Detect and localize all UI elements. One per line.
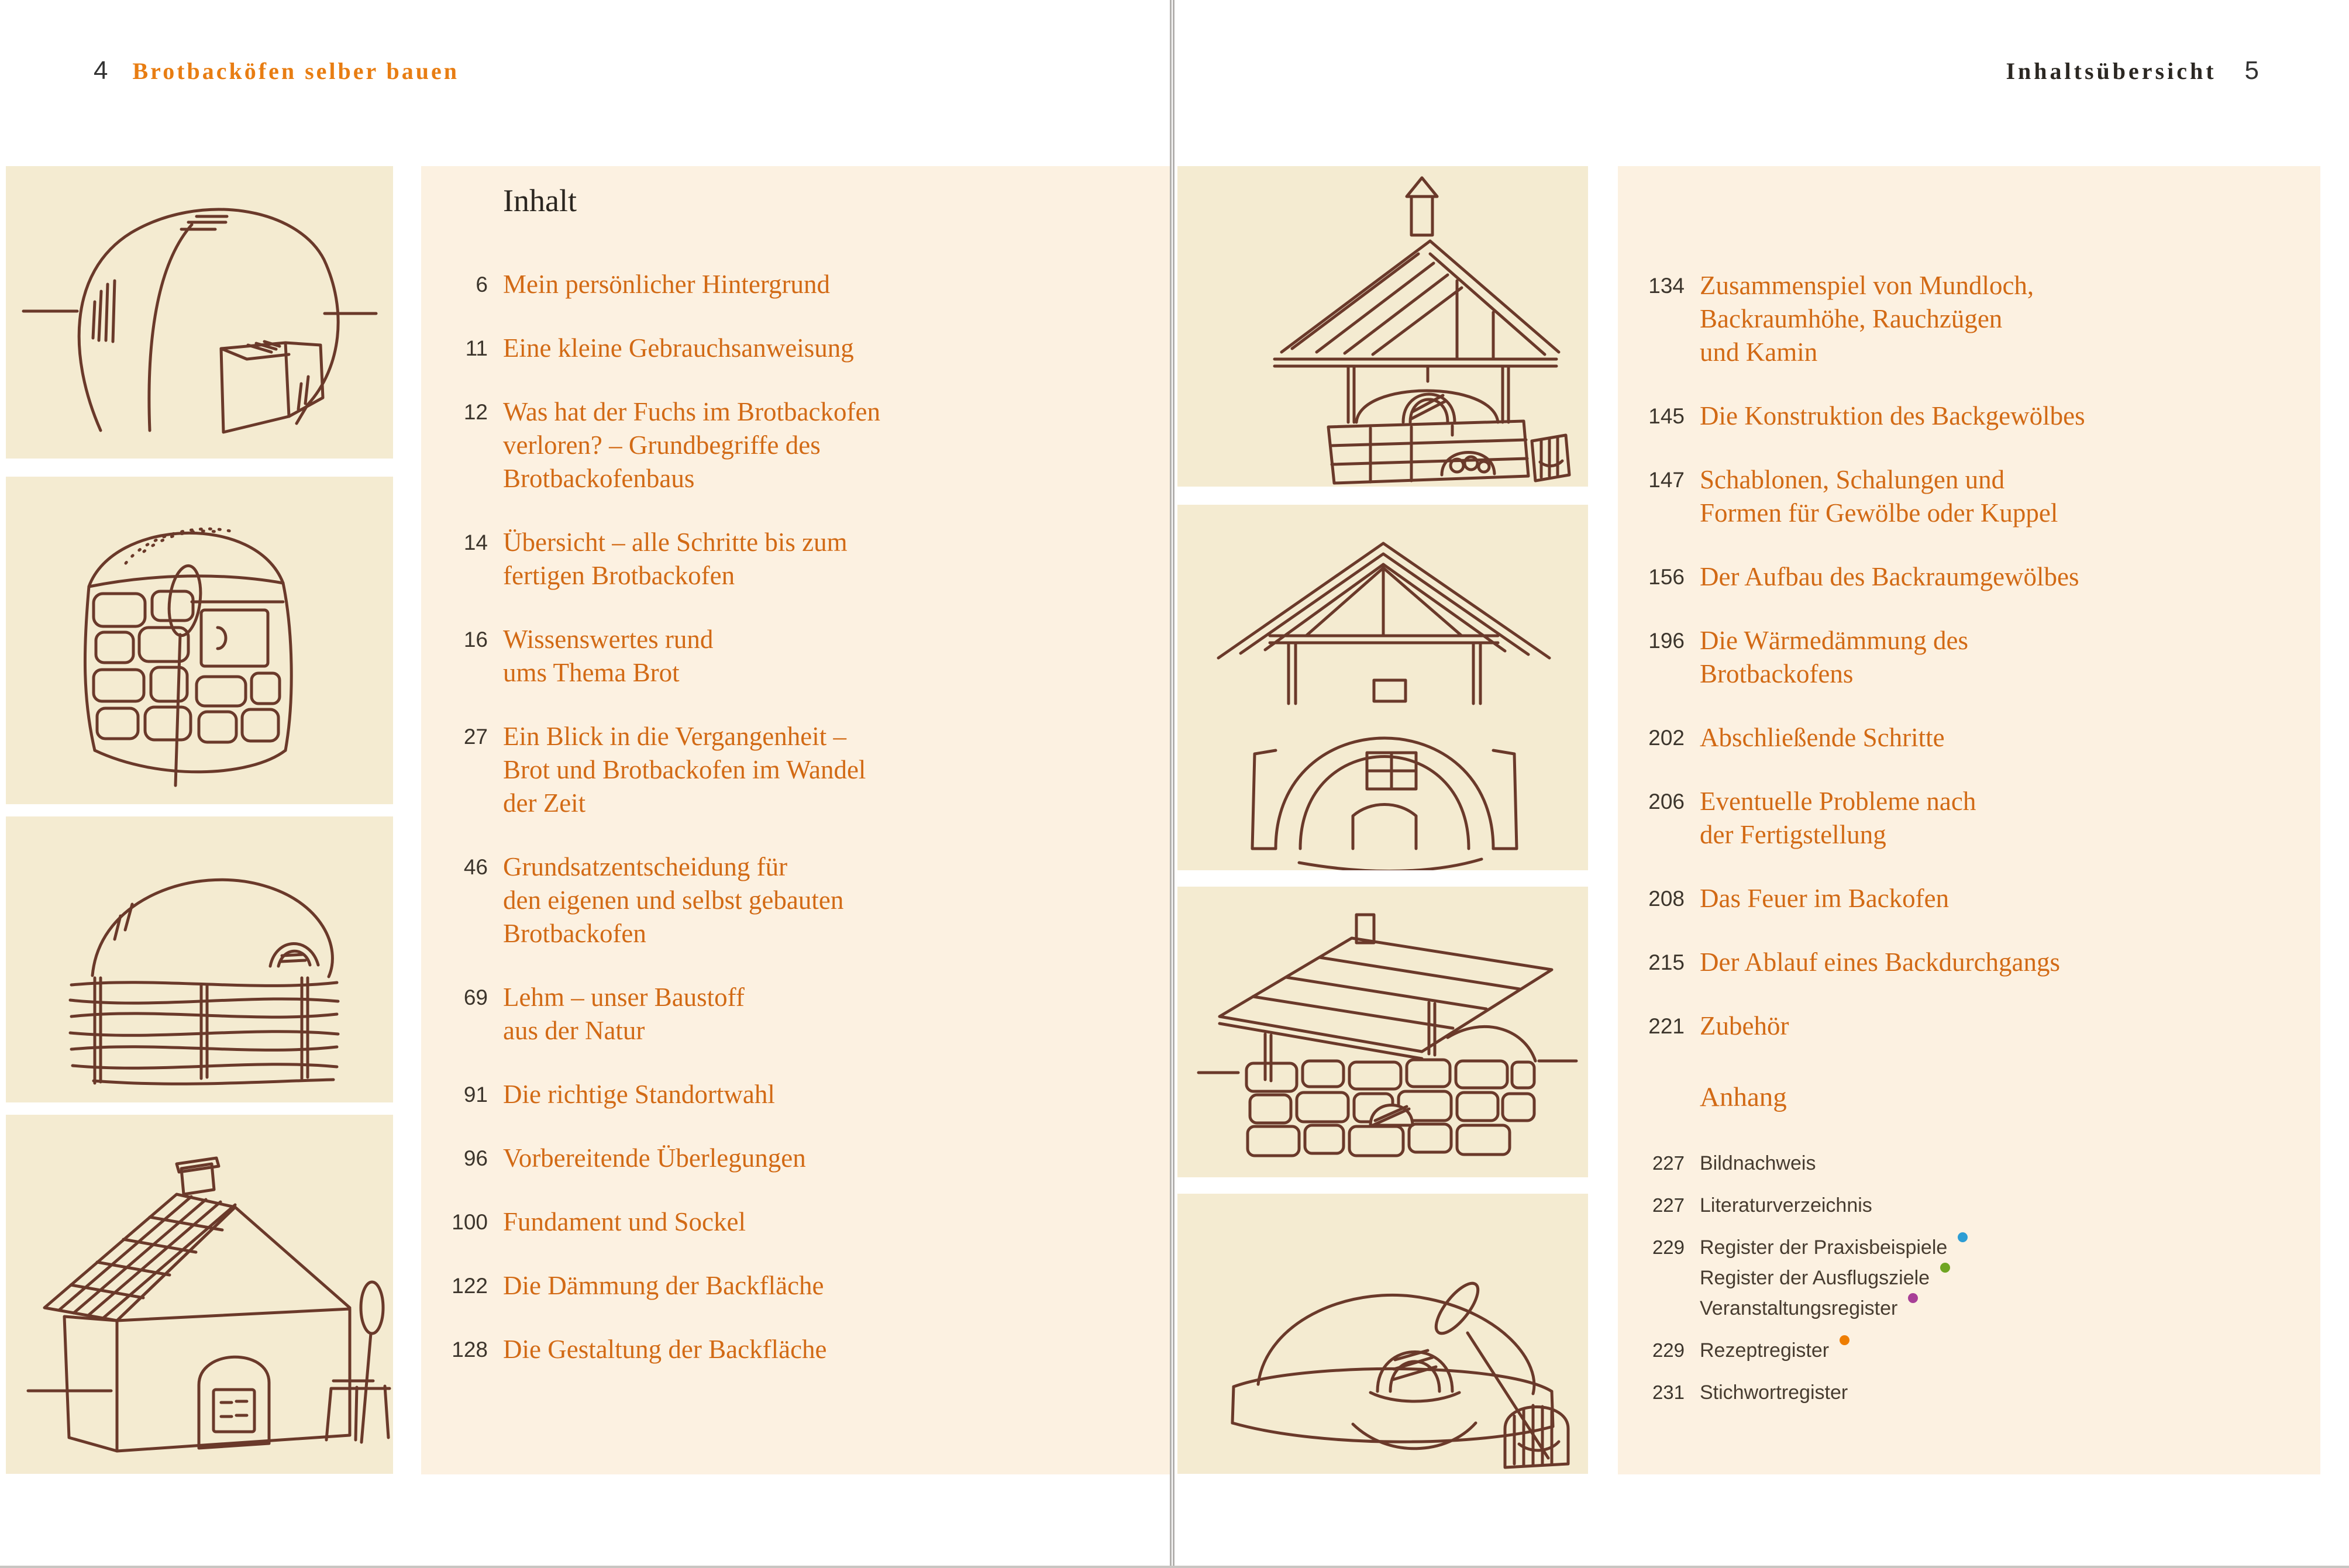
entry-page-number: 134 xyxy=(1648,274,1685,298)
illustration-wattle-base-oven xyxy=(6,816,393,1102)
toc-entry xyxy=(1618,785,2320,852)
appendix-title: Anhang xyxy=(1700,1082,1787,1112)
entry-page-number: 11 xyxy=(465,336,488,360)
toc-entry xyxy=(421,1142,1170,1175)
toc-entry xyxy=(1618,399,2320,433)
entry-title: Lehm – unser Baustoff aus der Natur xyxy=(503,983,745,1045)
oven-sketch-icon xyxy=(6,816,393,1102)
entry-title: Ein Blick in die Vergangenheit – Brot und Brotbackofen im Wandel der Zeit xyxy=(503,722,866,818)
entry-page-number: 215 xyxy=(1648,950,1685,974)
left-running-title: Brotbacköfen selber bauen xyxy=(132,58,460,84)
category-dot-icon xyxy=(1908,1293,1918,1303)
entry-title: Die Gestaltung der Backfläche xyxy=(503,1335,827,1364)
entry-title: Das Feuer im Backofen xyxy=(1700,884,1950,913)
entry-title: Schablonen, Schalungen und Formen für Gewölbe oder Kuppel xyxy=(1700,465,2058,528)
entry-page-number: 227 xyxy=(1652,1194,1685,1216)
entry-page-number: 122 xyxy=(452,1274,488,1298)
entry-title: Eine kleine Gebrauchsanweisung xyxy=(503,333,854,363)
entry-page-number: 16 xyxy=(463,628,488,652)
oven-sketch-icon xyxy=(1177,887,1588,1177)
entry-page-number: 69 xyxy=(463,985,488,1009)
entry-page-number: 156 xyxy=(1648,565,1685,589)
entry-page-number: 227 xyxy=(1652,1152,1685,1174)
toc-entry xyxy=(421,395,1170,495)
right-page-number: 5 xyxy=(2244,56,2259,85)
toc-entry xyxy=(421,268,1170,301)
entry-page-number: 91 xyxy=(463,1083,488,1107)
entry-title: Wissenswertes rund ums Thema Brot xyxy=(503,625,714,687)
illustration-roofed-brick-oven xyxy=(1177,166,1588,487)
toc-entry xyxy=(1618,463,2320,530)
toc-entry xyxy=(1618,1009,2320,1043)
entry-title: Die Wärmedämmung des Brotbackofens xyxy=(1700,626,1969,688)
toc-entry xyxy=(421,1333,1170,1366)
toc-entry xyxy=(421,526,1170,592)
entry-title: Register der Praxisbeispiele xyxy=(1700,1236,1948,1259)
oven-sketch-icon xyxy=(6,1115,393,1474)
entry-title: Zubehör xyxy=(1700,1011,1789,1040)
entry-page-number xyxy=(1618,1293,1700,1324)
category-dot-icon xyxy=(1940,1263,1950,1273)
entry-page-number: 202 xyxy=(1648,726,1685,750)
entry-title: Literaturverzeichnis xyxy=(1700,1194,1872,1217)
oven-sketch-icon xyxy=(6,166,393,459)
toc-entries-right xyxy=(1618,166,2320,1043)
entry-title: Der Ablauf eines Backdurchgangs xyxy=(1700,947,2061,977)
toc-entry xyxy=(421,981,1170,1047)
toc-entry xyxy=(1618,721,2320,754)
illustration-canopy-arch-oven xyxy=(1177,505,1588,870)
page-bottom-edge xyxy=(0,1566,2349,1568)
entry-page-number: 12 xyxy=(463,400,488,424)
toc-title: Inhalt xyxy=(503,183,577,218)
toc-entry xyxy=(421,720,1170,820)
oven-sketch-icon xyxy=(1177,1194,1588,1474)
page-gutter xyxy=(1170,0,1174,1568)
appendix-entry xyxy=(1618,1335,2320,1366)
left-page-number: 4 xyxy=(94,56,108,85)
toc-column-left xyxy=(421,166,1170,1474)
illustration-clay-dome-oven xyxy=(6,166,393,459)
entry-title: Register der Ausflugsziele xyxy=(1700,1267,1930,1289)
category-dot-icon xyxy=(1958,1232,1968,1242)
toc-entry xyxy=(421,1205,1170,1239)
appendix-entry xyxy=(1618,1232,2320,1263)
appendix-entry xyxy=(1618,1263,2320,1293)
entry-title: Abschließende Schritte xyxy=(1700,723,1945,752)
entry-title: Veranstaltungsregister xyxy=(1700,1297,1898,1319)
entry-page-number: 96 xyxy=(463,1146,488,1170)
left-page-header xyxy=(94,56,459,85)
entry-title: Die Konstruktion des Backgewölbes xyxy=(1700,401,2085,430)
entry-page-number: 27 xyxy=(463,725,488,749)
appendix-entry xyxy=(1618,1377,2320,1408)
toc-entry xyxy=(1618,624,2320,691)
toc-entry xyxy=(421,623,1170,690)
entry-page-number: 206 xyxy=(1648,790,1685,814)
oven-sketch-icon xyxy=(1177,505,1588,870)
entry-page-number: 46 xyxy=(463,855,488,879)
entry-page-number: 100 xyxy=(452,1210,488,1234)
toc-entry xyxy=(421,332,1170,365)
illustration-stone-dome-oven xyxy=(6,477,393,804)
oven-sketch-icon xyxy=(6,477,393,804)
appendix-entries xyxy=(1618,1148,2320,1408)
oven-sketch-icon xyxy=(1177,166,1588,487)
entry-title: Die Dämmung der Backfläche xyxy=(503,1271,824,1300)
category-dot-icon xyxy=(1840,1335,1849,1345)
toc-entry xyxy=(1618,882,2320,915)
toc-entry xyxy=(421,1269,1170,1302)
entry-page-number: 196 xyxy=(1648,629,1685,653)
entry-title: Die richtige Standortwahl xyxy=(503,1080,775,1109)
toc-column-right xyxy=(1618,166,2320,1474)
toc-entry xyxy=(1618,269,2320,369)
right-running-title: Inhaltsübersicht xyxy=(2006,58,2217,84)
entry-page-number: 6 xyxy=(476,273,488,297)
entry-title: Zusammenspiel von Mundloch, Backraumhöhe, Rauchzügen und Kamin xyxy=(1700,271,2034,367)
toc-entries-left xyxy=(421,268,1170,1366)
entry-page-number: 229 xyxy=(1652,1339,1685,1361)
entry-title: Bildnachweis xyxy=(1700,1152,1816,1174)
entry-page-number: 221 xyxy=(1648,1014,1685,1038)
entry-title: Vorbereitende Überlegungen xyxy=(503,1143,806,1173)
entry-page-number: 229 xyxy=(1652,1236,1685,1258)
appendix-entry xyxy=(1618,1293,2320,1324)
toc-entry xyxy=(1618,560,2320,594)
right-page-header xyxy=(2006,56,2259,85)
appendix-entry xyxy=(1618,1148,2320,1178)
entry-page-number: 231 xyxy=(1652,1381,1685,1403)
entry-page-number: 14 xyxy=(463,530,488,554)
entry-title: Der Aufbau des Backraumgewölbes xyxy=(1700,562,2079,591)
entry-title: Was hat der Fuchs im Brotbackofen verloren? – Grundbegriffe des Brotbackofenbaus xyxy=(503,397,880,493)
entry-title: Stichwortregister xyxy=(1700,1381,1848,1404)
entry-page-number: 128 xyxy=(452,1338,488,1362)
entry-title: Fundament und Sockel xyxy=(503,1207,746,1236)
illustration-leanto-stone-oven xyxy=(1177,887,1588,1177)
entry-page-number: 208 xyxy=(1648,887,1685,911)
entry-title: Rezeptregister xyxy=(1700,1339,1830,1362)
entry-title: Mein persönlicher Hintergrund xyxy=(503,270,831,299)
toc-entry xyxy=(421,850,1170,950)
illustration-house-oven xyxy=(6,1115,393,1474)
entry-page-number: 147 xyxy=(1648,468,1685,492)
appendix-entry xyxy=(1618,1190,2320,1221)
entry-title: Eventuelle Probleme nach der Fertigstellung xyxy=(1700,787,1976,849)
toc-entry xyxy=(1618,946,2320,979)
entry-page-number xyxy=(1618,1263,1700,1293)
illustration-dome-oven-with-peel xyxy=(1177,1194,1588,1474)
entry-page-number: 145 xyxy=(1648,404,1685,428)
entry-title: Übersicht – alle Schritte bis zum fertigen Brotbackofen xyxy=(503,528,848,590)
toc-entry xyxy=(421,1078,1170,1111)
entry-title: Grundsatzentscheidung für den eigenen und selbst gebauten Brotbackofen xyxy=(503,852,844,948)
